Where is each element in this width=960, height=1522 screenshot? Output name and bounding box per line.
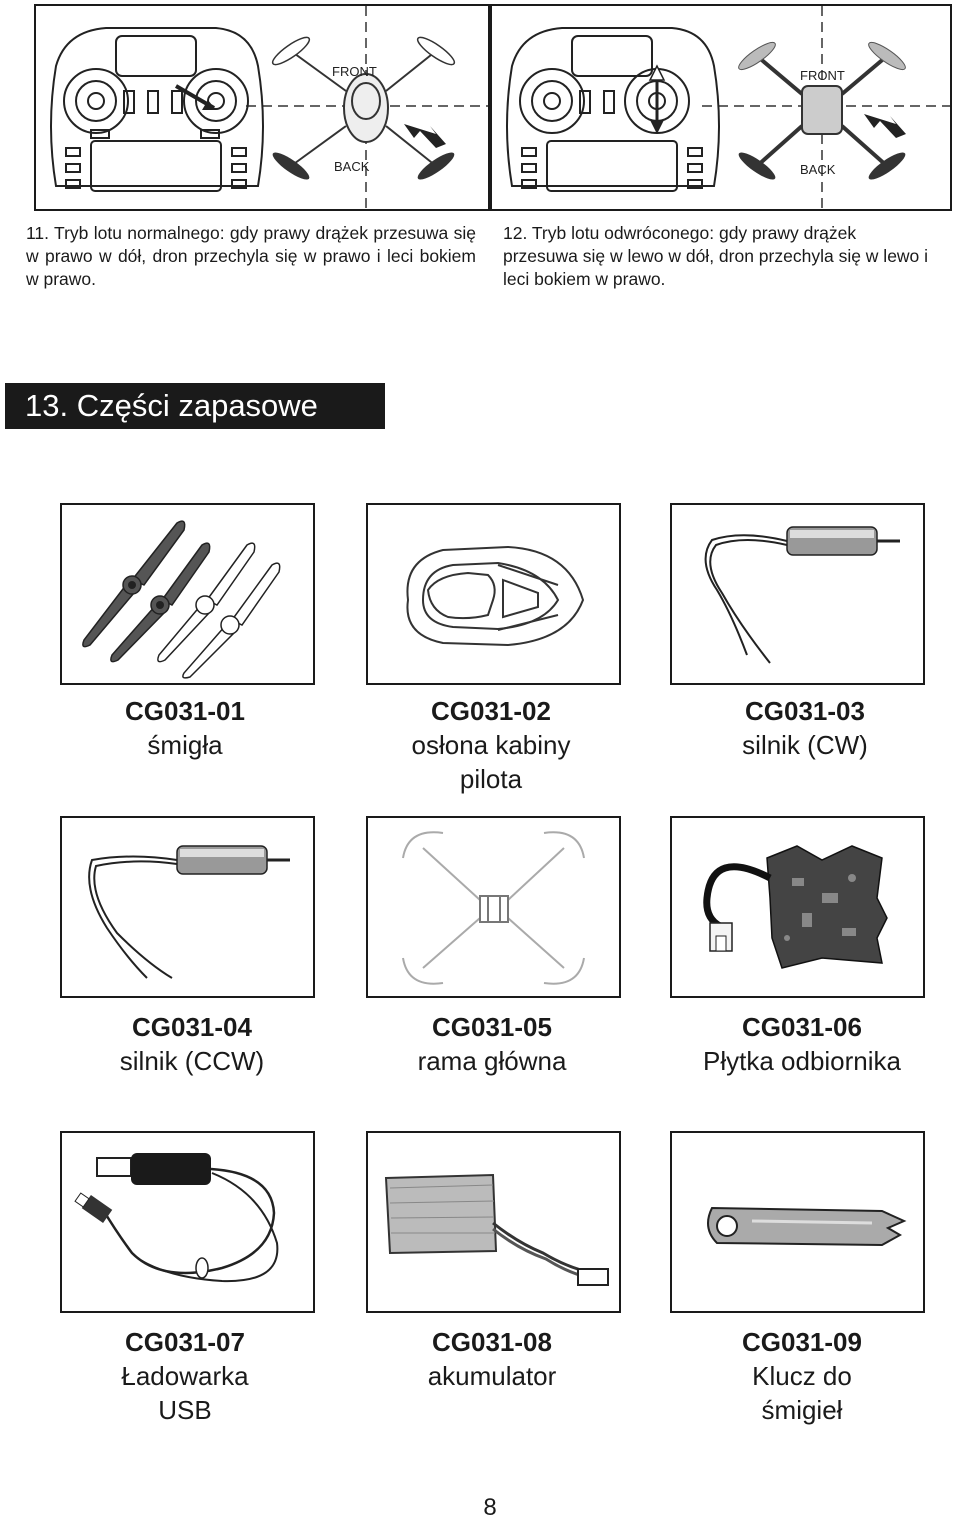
page-number: 8 bbox=[483, 1494, 497, 1521]
part-image-motor-cw bbox=[670, 503, 925, 685]
part-image-main-frame bbox=[366, 816, 621, 998]
part-name: silnik (CW) bbox=[742, 730, 868, 760]
part-label-cg031-07 bbox=[55, 1325, 315, 1427]
part-code: CG031-07 bbox=[125, 1327, 245, 1357]
part-name: rama główna bbox=[417, 1046, 567, 1076]
part-code: CG031-04 bbox=[132, 1012, 252, 1042]
propeller-wrench-icon bbox=[672, 1133, 923, 1311]
part-name: Płytka odbiornika bbox=[703, 1046, 901, 1076]
part-image-motor-ccw bbox=[60, 816, 315, 998]
part-code: CG031-08 bbox=[432, 1327, 552, 1357]
section-title: 13. Części zapasowe bbox=[5, 383, 385, 429]
part-label-cg031-04 bbox=[62, 1010, 322, 1078]
part-name: osłona kabiny pilota bbox=[411, 730, 571, 794]
part-label-cg031-05 bbox=[362, 1010, 622, 1078]
motor-ccw-icon bbox=[62, 818, 313, 996]
part-code: CG031-03 bbox=[745, 696, 865, 726]
part-name: Ładowarka USB bbox=[121, 1361, 249, 1425]
part-name: śmigła bbox=[147, 730, 223, 760]
part-name: akumulator bbox=[427, 1361, 557, 1391]
part-label-cg031-08 bbox=[362, 1325, 622, 1393]
part-label-cg031-01 bbox=[55, 694, 315, 762]
part-image-receiver-board bbox=[670, 816, 925, 998]
receiver-board-icon bbox=[672, 818, 923, 996]
front-label-inverted: FRONT bbox=[800, 68, 845, 83]
part-name: silnik (CCW) bbox=[119, 1046, 265, 1076]
back-label: BACK bbox=[334, 159, 370, 174]
part-code: CG031-06 bbox=[742, 1012, 862, 1042]
part-image-propeller-wrench bbox=[670, 1131, 925, 1313]
part-code: CG031-09 bbox=[742, 1327, 862, 1357]
part-image-usb-charger bbox=[60, 1131, 315, 1313]
part-label-cg031-02 bbox=[361, 694, 621, 796]
usb-charger-icon bbox=[62, 1133, 313, 1311]
transmitter-drone-normal-icon bbox=[36, 6, 488, 209]
part-code: CG031-01 bbox=[125, 696, 245, 726]
caption-step-11: 11. Tryb lotu normalnego: gdy prawy drążek przesuwa się w prawo w dół, dron przechyla się w prawo i leci bokiem w prawo. bbox=[26, 223, 476, 289]
back-label-inverted: BACK bbox=[800, 162, 836, 177]
part-code: CG031-05 bbox=[432, 1012, 552, 1042]
part-image-canopy bbox=[366, 503, 621, 685]
transmitter-drone-inverted-icon bbox=[492, 6, 950, 209]
part-image-propellers bbox=[60, 503, 315, 685]
part-label-cg031-03 bbox=[675, 694, 935, 762]
caption-step-12: 12. Tryb lotu odwróconego: gdy prawy drążek przesuwa się w lewo w dół, dron przechyla się w lewo i leci bokiem w prawo. bbox=[503, 223, 929, 289]
main-frame-icon bbox=[368, 818, 619, 996]
illustration-inverted-mode bbox=[490, 4, 952, 211]
part-image-battery bbox=[366, 1131, 621, 1313]
propellers-icon bbox=[62, 505, 313, 683]
part-label-cg031-09 bbox=[672, 1325, 932, 1427]
canopy-icon bbox=[368, 505, 619, 683]
part-name: Klucz do śmigieł bbox=[752, 1361, 852, 1425]
battery-icon bbox=[368, 1133, 619, 1311]
front-label: FRONT bbox=[332, 64, 377, 79]
motor-cw-icon bbox=[672, 505, 923, 683]
part-code: CG031-02 bbox=[431, 696, 551, 726]
illustration-normal-mode bbox=[34, 4, 490, 211]
part-label-cg031-06 bbox=[672, 1010, 932, 1078]
